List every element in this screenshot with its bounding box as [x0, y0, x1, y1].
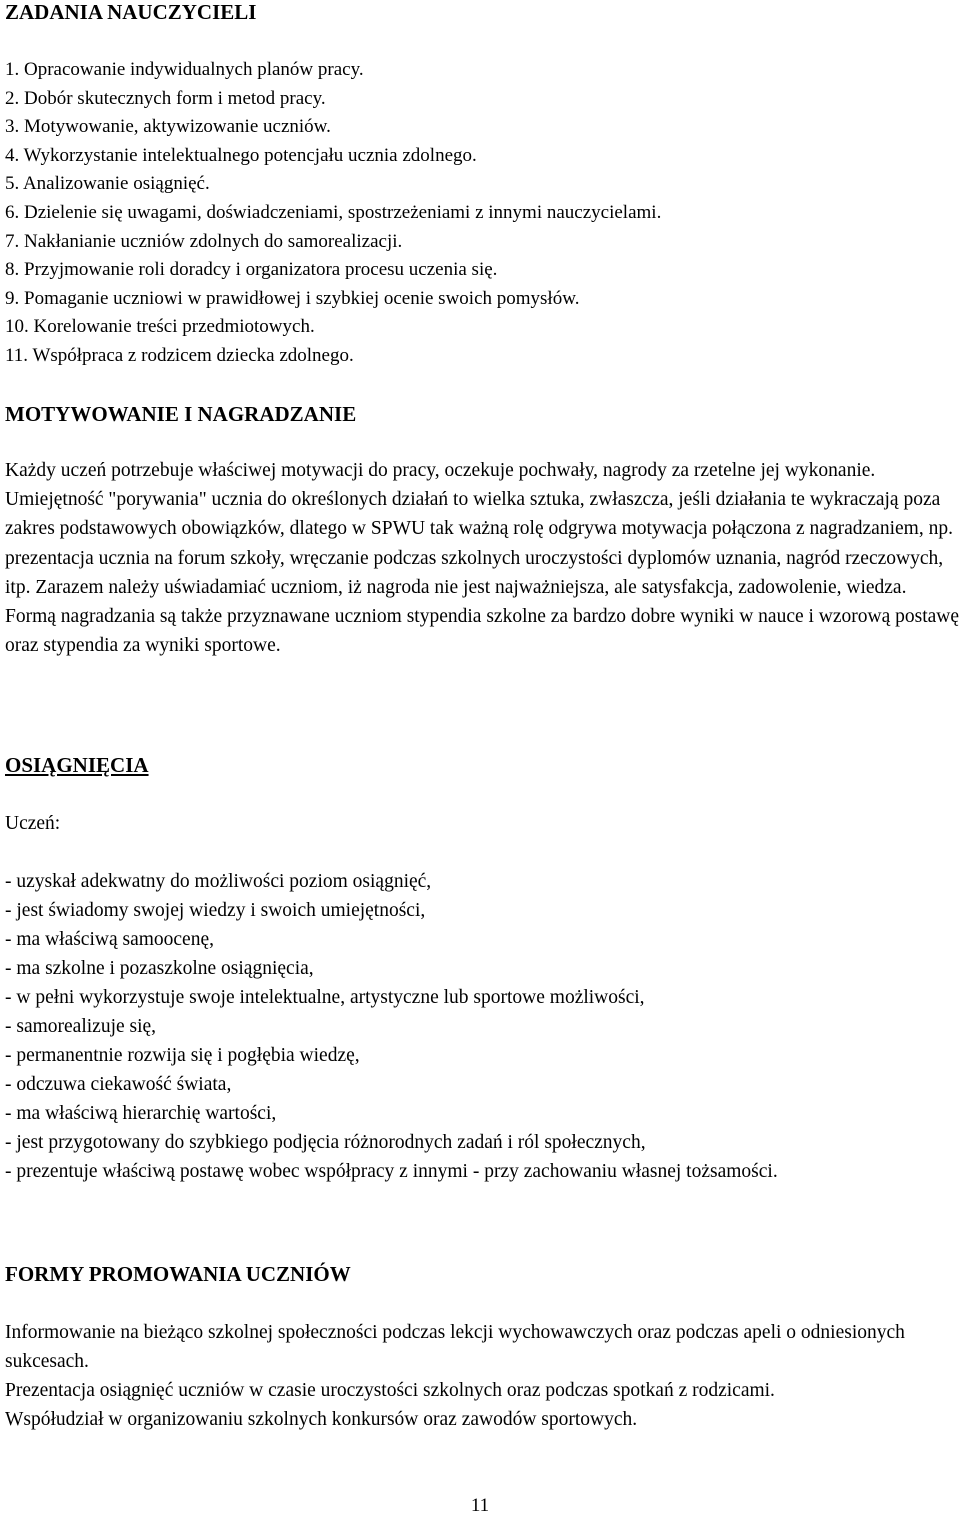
list-item: 11. Współpraca z rodzicem dziecka zdolnego. — [5, 344, 354, 366]
promotion-heading: FORMY PROMOWANIA UCZNIÓW — [5, 1262, 351, 1286]
list-item: 5. Analizowanie osiągnięć. — [5, 173, 210, 195]
list-item: 7. Nakłanianie uczniów zdolnych do samorealizacji. — [5, 230, 403, 252]
list-item: 8. Przyjmowanie roli doradcy i organizatora procesu uczenia się. — [5, 259, 498, 281]
tasks-heading: ZADANIA NAUCZYCIELI — [5, 0, 257, 24]
motivation-paragraph: Formą nagradzania są także przyznawane uczniom stypendia szkolne za bardzo dobre wyniki w nauce i wzorową postawę oraz stypendia za wyniki sportowe. — [5, 606, 960, 657]
list-item: 9. Pomaganie uczniowi w prawidłowej i szybkiej ocenie swoich pomysłów. — [5, 287, 580, 309]
motivation-heading: MOTYWOWANIE I NAGRADZANIE — [5, 402, 357, 426]
page-number: 11 — [470, 1495, 490, 1516]
promotion-body — [5, 1318, 960, 1434]
list-item: - jest przygotowany do szybkiego podjęcia różnorodnych zadań i ról społecznych, — [5, 1132, 646, 1153]
promotion-paragraph: Prezentacja osiągnięć uczniów w czasie uroczystości szkolnych oraz podczas spotkań z rodzicami. — [5, 1380, 775, 1401]
list-item: - permanentnie rozwija się i pogłębia wiedzę, — [5, 1045, 360, 1066]
achievements-list — [5, 867, 960, 1186]
motivation-body — [5, 456, 960, 660]
list-item: - jest świadomy swojej wiedzy i swoich umiejętności, — [5, 900, 426, 921]
list-item: - ma szkolne i pozaszkolne osiągnięcia, — [5, 958, 314, 979]
achievements-heading: OSIĄGNIĘCIA — [5, 753, 149, 777]
list-item: 1. Opracowanie indywidualnych planów pracy. — [5, 59, 364, 80]
list-item: 6. Dzielenie się uwagami, doświadczeniami, spostrzeżeniami z innymi nauczycielami. — [5, 201, 662, 223]
list-item: 10. Korelowanie treści przedmiotowych. — [5, 316, 315, 338]
motivation-paragraph: Każdy uczeń potrzebuje właściwej motywacji do pracy, oczekuje pochwały, nagrody za rzetelne jej wykonanie. Umiejętność "porywania" ucznia do określonych działań to wielka sztuka, zwłaszcza, jeśli działania te wykraczają poza zakres podstawowych obowiązków, dlatego w SPWU tak ważną rolę odgrywa motywacja połączona z nagradzaniem, np. prezentacja ucznia na forum szkoły, wręczanie podczas szkolnych uroczystości dyplomów uznania, nagród rzeczowych, itp. Zarazem należy uświadamiać uczniom, iż nagroda nie jest najważniejsza, ale satysfakcja, zadowolenie, wiedza. — [5, 460, 953, 598]
promotion-paragraph: Informowanie na bieżąco szkolnej społeczności podczas lekcji wychowawczych oraz podczas apeli o odniesionych sukcesach. — [5, 1322, 905, 1372]
list-item: 4. Wykorzystanie intelektualnego potencjału ucznia zdolnego. — [5, 144, 477, 166]
list-item: - odczuwa ciekawość świata, — [5, 1074, 232, 1095]
list-item: - ma właściwą samoocenę, — [5, 929, 214, 950]
list-item: - w pełni wykorzystuje swoje intelektualne, artystyczne lub sportowe możliwości, — [5, 987, 645, 1008]
list-item: - ma właściwą hierarchię wartości, — [5, 1103, 277, 1124]
achievements-intro: Uczeń: — [5, 813, 61, 834]
list-item: - uzyskał adekwatny do możliwości poziom osiągnięć, — [5, 871, 432, 892]
list-item: - samorealizuje się, — [5, 1016, 157, 1037]
list-item: 2. Dobór skutecznych form i metod pracy. — [5, 87, 326, 109]
tasks-list — [5, 56, 661, 371]
list-item: 3. Motywowanie, aktywizowanie uczniów. — [5, 116, 331, 138]
list-item: - prezentuje właściwą postawę wobec współpracy z innymi - przy zachowaniu własnej tożsamości. — [5, 1161, 778, 1182]
promotion-paragraph: Współudział w organizowaniu szkolnych konkursów oraz zawodów sportowych. — [5, 1409, 638, 1430]
